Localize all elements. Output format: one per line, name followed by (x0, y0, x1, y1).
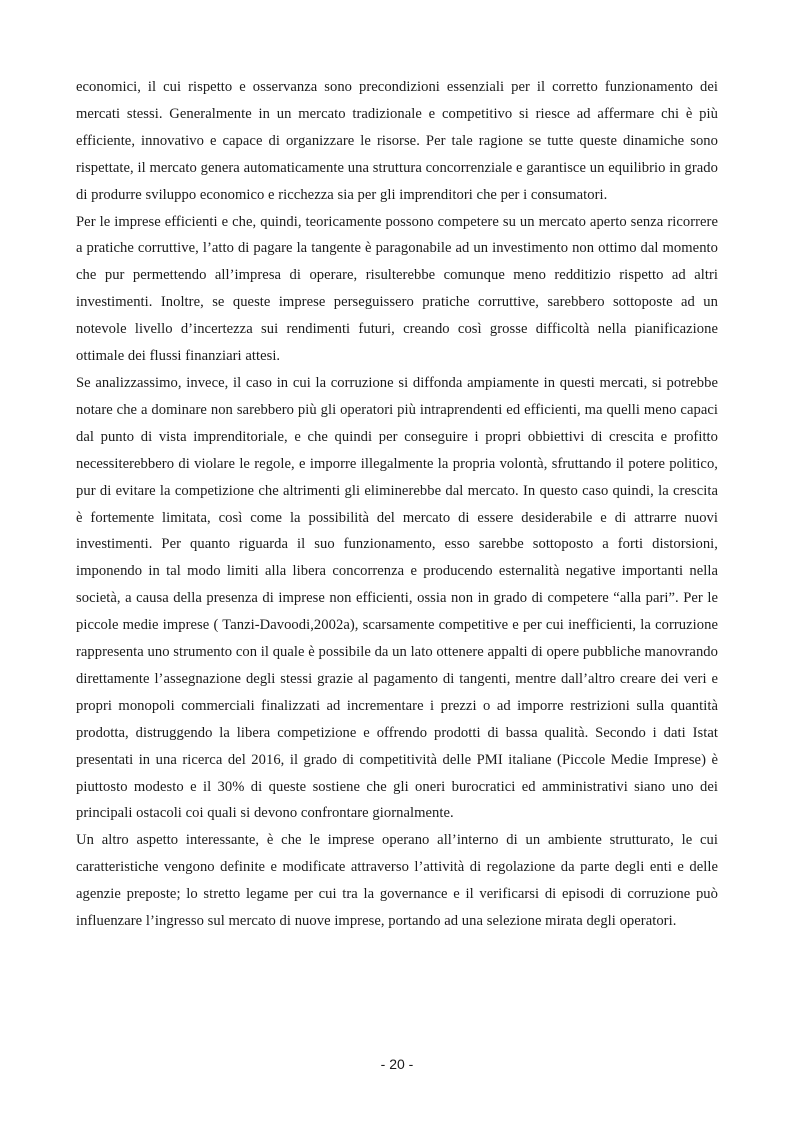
paragraph-3: Se analizzassimo, invece, il caso in cui la corruzione si diffonda ampiamente in questi mercati, si potrebbe notare che a dominare non sarebbero più gli operatori più intraprendenti ed efficienti, ma quelli meno capaci dal punto di vista imprenditoriale, e che quindi per conseguire i propri obbiettivi di crescita e profitto necessiterebbero di violare le regole, e imporre illegalmente la propria volontà, sfruttando il potere politico, pur di evitare la competizione che altrimenti gli eliminerebbe dal mercato. In questo caso quindi, la crescita è fortemente limitata, così come la possibilità del mercato di essere desiderabile e di attrarre nuovi investimenti. Per quanto riguarda il suo funzionamento, esso sarebbe sottoposto a forti distorsioni, imponendo in tal modo limiti alla libera concorrenza e producendo esternalità negative importanti nella società, a causa della presenza di imprese non efficienti, ossia non in grado di competere “alla pari”. Per le piccole medie imprese ( Tanzi-Davoodi,2002a), scarsamente competitive e per cui inefficienti, la corruzione rappresenta uno strumento con il quale è possibile da un lato ottenere appalti di opere pubbliche manovrando direttamente l’assegnazione degli stessi grazie al pagamento di tangenti, mentre dall’altro creare dei veri e propri monopoli commerciali finalizzati ad incrementare i prezzi o ad imporre restrizioni sulla quantità prodotta, distruggendo la libera competizione e offrendo prodotti di bassa qualità. Secondo i dati Istat presentati in una ricerca del 2016, il grado di competitività delle PMI italiane (Piccole Medie Imprese) è piuttosto modesto e il 30% di queste sostiene che gli oneri burocratici ed amministrativi siano uno dei principali ostacoli coi quali si devono confrontare giornalmente. (76, 374, 718, 822)
page-number: - 20 - (380, 1056, 414, 1072)
body-text (76, 74, 718, 935)
paragraph-4: Un altro aspetto interessante, è che le imprese operano all’interno di un ambiente strutturato, le cui caratteristiche vengono definite e modificate attraverso l’attività di regolazione da parte degli enti e delle agenzie preposte; lo stretto legame per cui tra la governance e il verificarsi di episodi di corruzione può influenzare l’ingresso sul mercato di nuove imprese, portando ad una selezione mirata degli operatori. (76, 832, 718, 930)
paragraph-1: economici, il cui rispetto e osservanza sono precondizioni essenziali per il corretto funzionamento dei mercati stessi. Generalmente in un mercato tradizionale e competitivo si riesce ad affermare chi è più efficiente, innovativo e capace di organizzare le risorse. Per tale ragione se tutte queste dinamiche sono rispettate, il mercato genera automaticamente una struttura concorrenziale e garantisce un equilibrio in grado di produrre sviluppo economico e ricchezza sia per gli imprenditori che per i consumatori. (76, 79, 718, 203)
paragraph-2: Per le imprese efficienti e che, quindi, teoricamente possono competere su un mercato aperto senza ricorrere a pratiche corruttive, l’atto di pagare la tangente è paragonabile ad un investimento non ottimo dal momento che pur permettendo all’impresa di operare, risulterebbe comunque meno redditizio rispetto ad altri investimenti. Inoltre, se queste imprese perseguissero pratiche corruttive, sarebbero sottoposte ad un notevole livello d’incertezza sui rendimenti futuri, creando così grosse difficoltà nella pianificazione ottimale dei flussi finanziari attesi. (76, 213, 718, 365)
